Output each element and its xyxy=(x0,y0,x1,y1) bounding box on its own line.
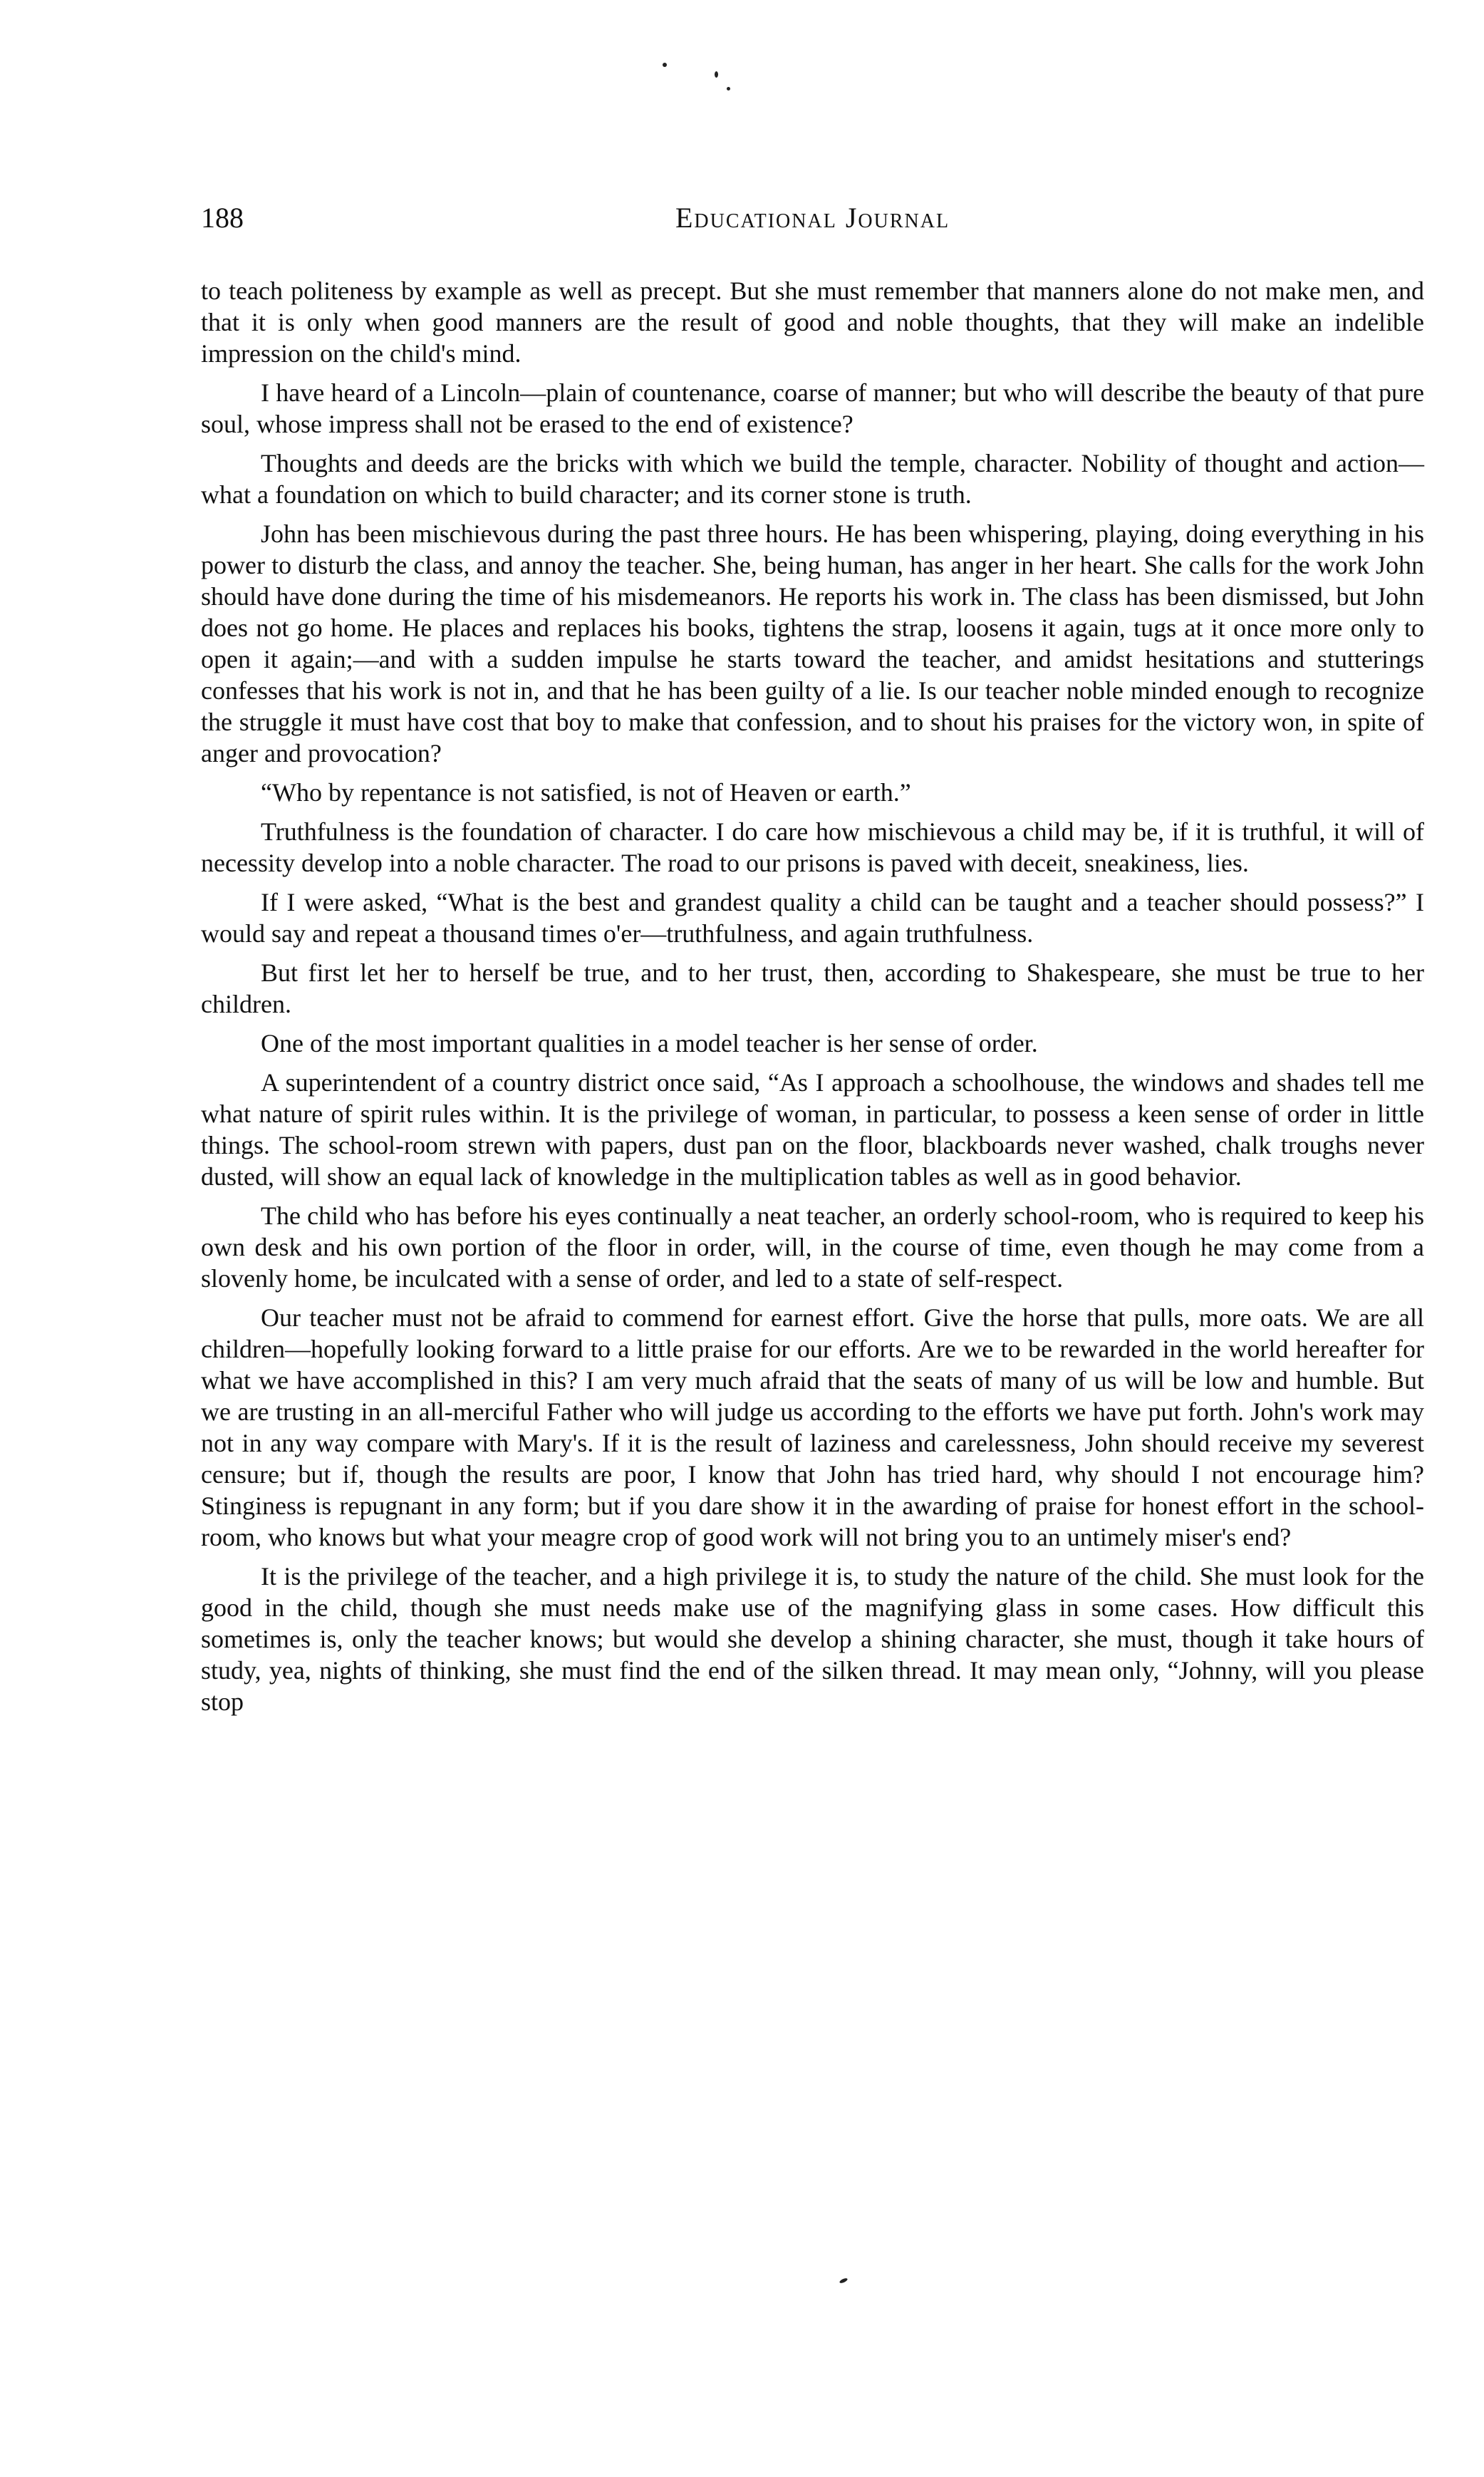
quotation: “Who by repentance is not satisfied, is not of Heaven or earth.” xyxy=(261,778,911,807)
article-body xyxy=(201,275,1424,1725)
paragraph: Thoughts and deeds are the bricks with which we build the temple, character. Nobility of thought and action—what a foundation on which to build character; and its corner stone is truth. xyxy=(201,449,1424,509)
paragraph: But first let her to herself be true, and to her trust, then, according to Shakespeare, she must be true to her children. xyxy=(201,958,1424,1018)
ink-speck xyxy=(663,63,667,67)
paragraph: It is the privilege of the teacher, and a high privilege it is, to study the nature of the child. She must look for the good in the child, though she must needs make use of the magnifying glass in some cases. How difficult this sometimes is, only the teacher knows; but would she develop a shining character, she must, though it take hours of study, yea, nights of thinking, she must find the end of the silken thread. It may mean only, “Johnny, will you please stop xyxy=(201,1562,1424,1716)
paragraph: Our teacher must not be afraid to commend for earnest effort. Give the horse that pulls, more oats. We are all children—hopefully looking forward to a little praise for our efforts. Are we to be rewarded in the world hereafter for what we have accomplished in this? I am very much afraid that the seats of many of us will be low and humble. But we are trusting in an all-merciful Father who will judge us according to the efforts we have put forth. John's work may not in any way compare with Mary's. If it is the result of laziness and carelessness, John should receive my severest censure; but if, though the results are poor, I know that John has tried hard, why should I not encourage him? Stinginess is repugnant in any form; but if you dare show it in the awarding of praise for honest effort in the school-room, who knows but what your meagre crop of good work will not bring you to an untimely miser's end? xyxy=(201,1303,1424,1551)
page-header xyxy=(201,201,1424,244)
paragraph: If I were asked, “What is the best and grandest quality a child can be taught and a teacher should possess?” I would say and repeat a thousand times o'er—truthfulness, and again truthfulness. xyxy=(201,888,1424,948)
paragraph: to teach politeness by example as well as precept. But she must remember that manners alone do not make men, and that it is only when good manners are the result of good and noble thoughts, that they will make an indelible impression on the child's mind. xyxy=(201,276,1424,368)
paragraph: Truthfulness is the foundation of character. I do care how mischievous a child may be, if it is truthful, it will of necessity develop into a noble character. The road to our prisons is paved with deceit, sneakiness, lies. xyxy=(201,817,1424,877)
ink-speck xyxy=(839,2277,849,2285)
paragraph: The child who has before his eyes continually a neat teacher, an orderly school-room, who is required to keep his own desk and his own portion of the floor in order, will, in the course of time, even though he may come from a slovenly home, be inculcated with a sense of order, and led to a state of self-respect. xyxy=(201,1201,1424,1293)
paragraph: One of the most important qualities in a model teacher is her sense of order. xyxy=(261,1029,1038,1057)
paragraph: A superintendent of a country district once said, “As I approach a schoolhouse, the windows and shades tell me what nature of spirit rules within. It is the privilege of woman, in particular, to possess a keen sense of order in little things. The school-room strewn with papers, dust pan on the floor, blackboards never washed, chalk troughs never dusted, will show an equal lack of knowledge in the multiplication tables as well as in good behavior. xyxy=(201,1068,1424,1191)
ink-speck xyxy=(727,87,730,91)
paragraph: John has been mischievous during the past three hours. He has been whispering, playing, doing everything in his power to disturb the class, and annoy the teacher. She, being human, has anger in her heart. She calls for the work John should have done during the time of his misdemeanors. He reports his work in. The class has been dismissed, but John does not go home. He places and replaces his books, tightens the strap, loosens it again, tugs at it once more only to open it again;—and with a sudden impulse he starts toward the teacher, and amidst hesitations and stutterings confesses that his work is not in, and that he has been guilty of a lie. Is our teacher noble minded enough to recognize the struggle it must have cost that boy to make that confession, and to shout his praises for the victory won, in spite of anger and provocation? xyxy=(201,519,1424,767)
ink-speck xyxy=(715,71,718,78)
running-head: Educational Journal xyxy=(675,202,950,234)
paragraph: I have heard of a Lincoln—plain of countenance, coarse of manner; but who will describe the beauty of that pure soul, whose impress shall not be erased to the end of existence? xyxy=(201,378,1424,438)
page-number: 188 xyxy=(201,202,244,234)
